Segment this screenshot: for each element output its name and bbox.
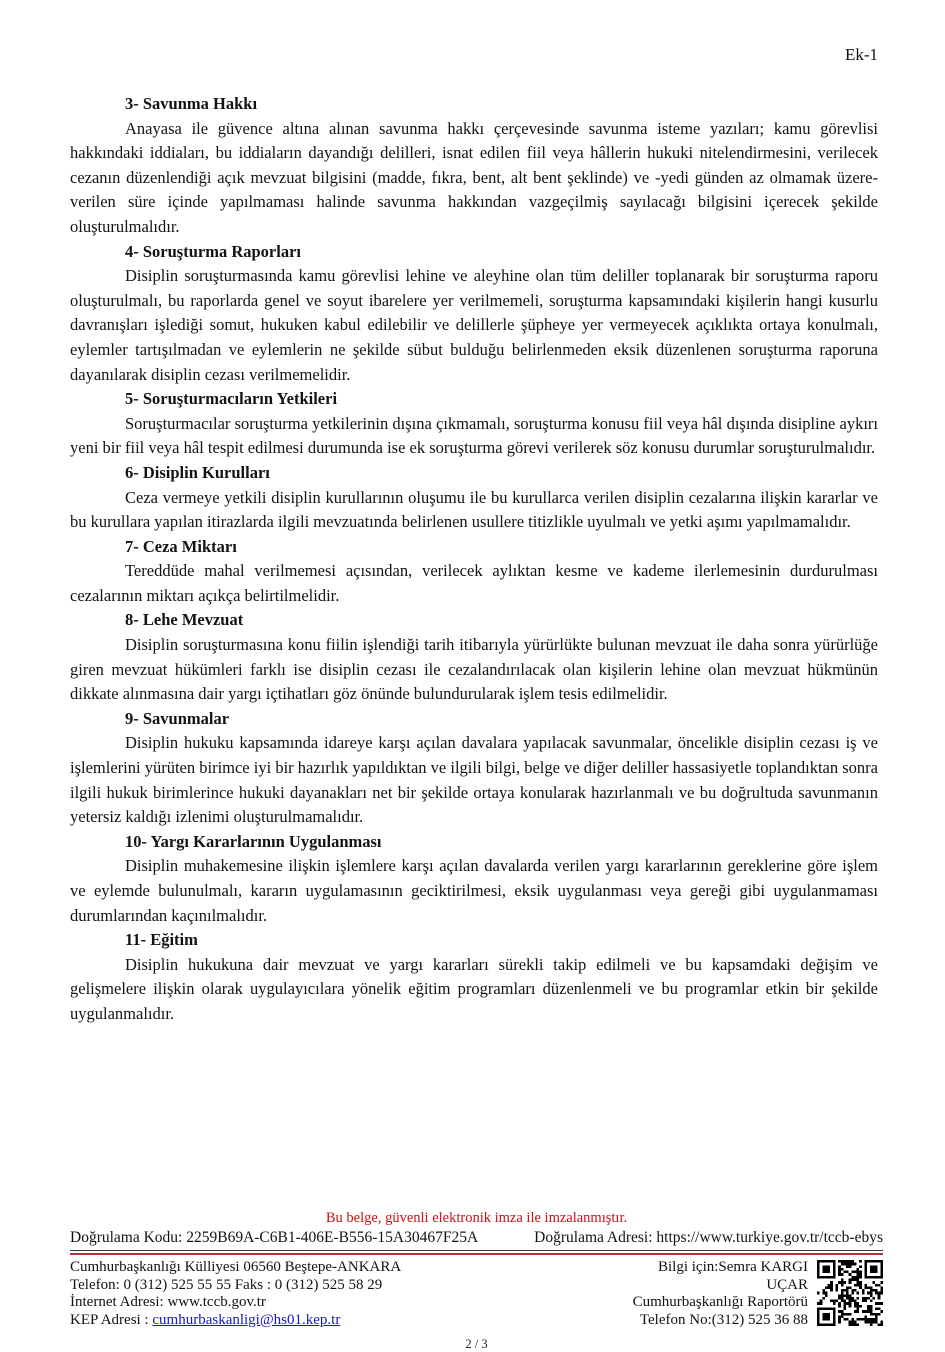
section-paragraph: Tereddüde mahal verilmemesi açısından, verilecek aylıktan kesme ve kademe ilerlemesinin durdurulması cezalarının miktarı açıkça belirtilmelidir.	[70, 561, 878, 605]
section-paragraph: Disiplin soruşturmasında kamu görevlisi lehine ve aleyhine olan tüm deliller toplanarak bir soruşturma raporu oluşturulmalı, bu raporlarda genel ve soyut ibarelere yer verilmemeli, soruşturma kapsamındaki kişilerin hangi kusurlu davranışları işlediği somut, hukuken kabul edilebilir ve delillerle şüpheye yer vermeyecek açıklıkta ortaya konulmalı, eylemler tartışılmadan ve eylemlerin ne şekilde sübut bulduğu belirlenmeden eksik düzenlenen soruşturma raporuna dayanılarak disiplin cezası verilmemelidir.	[70, 266, 878, 384]
page-number: 2 / 3	[465, 1337, 488, 1351]
section-5-sorusturmacilarin-yetkileri	[70, 387, 878, 461]
section-paragraph: Disiplin muhakemesine ilişkin işlemlere karşı açılan davalarda verilen yargı kararlarının gereklerine göre işlem ve eylemde bulunulmalı, kararın uygulamasının geciktirilmesi, eksik uygulanması veya gereği gibi uygulanmaması durumlarından kaçınılmalıdır.	[70, 856, 878, 925]
contact-row	[70, 1259, 883, 1329]
section-paragraph: Disiplin hukukuna dair mevzuat ve yargı kararları sürekli takip edilmeli ve bu kapsamdaki değişim ve gelişmelere ilişkin olarak uygulayıcılara yönelik eğitim programları düzenlenmeli ve bu programlar etkin bir şekilde uygulanmalıdır.	[70, 954, 878, 1023]
contact-block-left	[70, 1259, 633, 1329]
kep-label: KEP Adresi :	[70, 1311, 153, 1328]
section-heading: 8- Lehe Mevzuat	[125, 610, 244, 630]
address-line: Cumhurbaşkanlığı Külliyesi 06560 Beştepe-ANKARA	[70, 1259, 402, 1275]
section-6-disiplin-kurullari	[70, 461, 878, 535]
section-paragraph: Soruşturmacılar soruşturma yetkilerinin dışına çıkmamalı, soruşturma konusu fiil veya hâl dışında disipline aykırı yeni bir fiil veya hâl tespit edilmesi durumunda ise ek soruşturma görevi verilerek söz konusu durumlar soruşturulmalıdır.	[70, 413, 878, 458]
section-heading: 7- Ceza Miktarı	[125, 536, 237, 556]
phone-fax-line: Telefon: 0 (312) 525 55 55 Faks : 0 (312) 525 58 29	[70, 1276, 383, 1293]
section-heading: 3- Savunma Hakkı	[125, 94, 258, 113]
section-paragraph: Disiplin soruşturmasına konu fiilin işlendiği tarih itibarıyla yürürlükte bulunan mevzuat ile daha sonra yürürlüğe giren mevzuat hükümleri farklı ise disiplin cezası ile cezalandırılacak olan kişilerin lehine olan mevzuat hükmünün dikkate alınmasına dair yargı içtihatları göz önünde bulundurularak işlem tesis edilmelidir.	[70, 635, 878, 704]
electronic-signature-notice: Bu belge, güvenli elektronik imza ile imzalanmıştır.	[325, 1210, 628, 1226]
section-11-egitim	[70, 928, 878, 1026]
section-4-sorusturma-raporlari	[70, 240, 878, 388]
section-heading: 10- Yargı Kararlarının Uygulanması	[125, 831, 382, 851]
info-contact-line: Bilgi için:Semra KARGI	[658, 1259, 808, 1275]
rapporteur-title-line: Cumhurbaşkanlığı Raportörü	[632, 1294, 808, 1310]
kep-line	[70, 1312, 633, 1330]
section-heading: 9- Savunmalar	[125, 708, 230, 728]
section-9-savunmalar	[70, 707, 878, 830]
document-footer	[70, 1210, 883, 1352]
rapporteur-phone-line: Telefon No:(312) 525 36 88	[639, 1311, 808, 1328]
attachment-label: Ek-1	[844, 45, 878, 64]
qr-code-icon	[817, 1260, 883, 1326]
verification-code: Doğrulama Kodu: 2259B69A-C6B1-406E-B556-15A30467F25A	[70, 1229, 479, 1246]
section-3-savunma-hakki	[70, 92, 878, 240]
section-paragraph: Disiplin hukuku kapsamında idareye karşı açılan davalara yapılacak savunmalar, öncelikle disiplin cezası iş ve işlemlerini yürüten birimce iyi bir hazırlık yapıldıktan ve ilgili bilgi, belge ve diğer deliller hassasiyetle toplandıktan sonra ilgili hukuk birimlerince hukuki dayanakları net bir şekilde ortaya konularak hazırlanmalı ve bu doğrultuda savunmanın yetersiz kaldığı izlenimi oluşturulmamalıdır.	[70, 733, 878, 827]
kep-address-link[interactable]: cumhurbaskanligi@hs01.kep.tr	[152, 1311, 341, 1328]
section-paragraph: Ceza vermeye yetkili disiplin kurullarının oluşumu ile bu kurullarca verilen disiplin cezalarına ilişkin kararlar ve bu kurullara yapılan itirazlarda ilgili mevzuatında belirlenen usullere titizlikle uyulmalı ve yetki aşımı yapılmamalıdır.	[70, 487, 878, 532]
section-heading: 11- Eğitim	[125, 930, 198, 950]
verification-address: Doğrulama Adresi: https://www.turkiye.gov.tr/tccb-ebys	[534, 1229, 883, 1246]
website-line: İnternet Adresi: www.tccb.gov.tr	[70, 1294, 266, 1310]
info-contact-line2: UÇAR	[766, 1276, 808, 1293]
section-paragraph: Anayasa ile güvence altına alınan savunma hakkı çerçevesinde savunma isteme yazıları; kamu görevlisi hakkındaki iddiaları, bu iddiaların dayandığı delilleri, isnat edilen fiil veya hâllerin hukuki nitelendirmesini, verilecek cezanın düzenlendiği açık mevzuat bilgisini (madde, fıkra, bent, alt bent şeklinde) ve -yedi günden az olmamak üzere- verilen süre içinde yapılmaması halinde savunma hakkından vazgeçilmiş sayılacağı bilgisini içerecek şekilde oluşturulmalıdır.	[70, 118, 878, 236]
section-heading: 6- Disiplin Kurulları	[125, 462, 270, 482]
section-8-lehe-mevzuat	[70, 608, 878, 706]
document-body	[70, 92, 878, 1027]
footer-divider	[70, 1253, 883, 1255]
contact-block-right	[633, 1259, 808, 1329]
section-heading: 4- Soruşturma Raporları	[125, 241, 301, 261]
section-7-ceza-miktari	[70, 535, 878, 609]
verification-row	[70, 1228, 883, 1251]
section-10-yargi-kararlarinin-uygulanmasi	[70, 830, 878, 928]
section-heading: 5- Soruşturmacıların Yetkileri	[125, 389, 338, 409]
